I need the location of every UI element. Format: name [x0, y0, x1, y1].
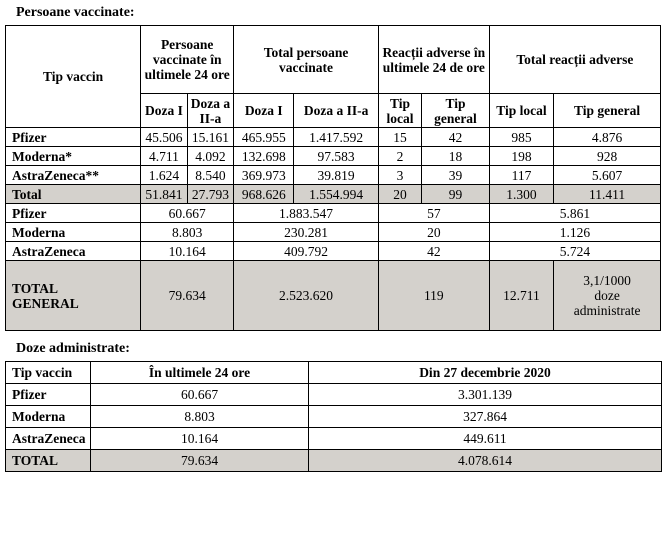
table-row	[6, 128, 661, 147]
cell-reaction-local-total: 985	[489, 128, 553, 147]
row-label-moderna-combined: Moderna	[6, 223, 141, 242]
cell-combined-last24: 8.803	[141, 223, 234, 242]
doses-row-label-astrazeneca: AstraZeneca	[6, 428, 91, 450]
table-row	[6, 384, 662, 406]
row-label-moderna: Moderna*	[6, 147, 141, 166]
cell-combined-reactions-total: 5.724	[489, 242, 660, 261]
row-label-astrazeneca: AstraZeneca**	[6, 166, 141, 185]
rate-line-2: doze	[594, 288, 620, 303]
cell-dose1-24h: 4.711	[141, 147, 187, 166]
cell-reaction-local-24h: 15	[378, 128, 421, 147]
cell-reaction-local-total: 1.300	[489, 185, 553, 204]
header-reaction-general-total: Tip general	[554, 94, 661, 128]
row-label-pfizer: Pfizer	[6, 128, 141, 147]
grand-total-label-line-2: GENERAL	[12, 295, 79, 311]
cell-dose1-total: 132.698	[234, 147, 294, 166]
cell-dose1-total: 968.626	[234, 185, 294, 204]
doses-row-label-pfizer: Pfizer	[6, 384, 91, 406]
cell-dose2-total: 39.819	[294, 166, 379, 185]
header-reaction-general-24h: Tip general	[422, 94, 490, 128]
cell-reaction-general-24h: 99	[422, 185, 490, 204]
cell-combined-total: 1.883.547	[234, 204, 379, 223]
header-dose-2-24h: Doza a II-a	[187, 94, 233, 128]
header-reaction-local-24h: Tip local	[378, 94, 421, 128]
cell-dose1-24h: 1.624	[141, 166, 187, 185]
cell-reaction-local-total: 117	[489, 166, 553, 185]
table-row	[6, 147, 661, 166]
doses-header-last-24h: În ultimele 24 ore	[91, 362, 309, 384]
cell-reaction-local-24h: 20	[378, 185, 421, 204]
doses-row-label-total: TOTAL	[6, 450, 91, 472]
cell-dose2-24h: 15.161	[187, 128, 233, 147]
cell-dose1-total: 465.955	[234, 128, 294, 147]
cell-combined-reactions-24h: 42	[378, 242, 489, 261]
row-label-grand-total	[6, 261, 141, 331]
doses-cell-since: 327.864	[309, 406, 662, 428]
doses-cell-last24: 8.803	[91, 406, 309, 428]
rate-line-1: 3,1/1000	[583, 273, 631, 288]
doses-section-caption: Doze administrate:	[16, 341, 130, 356]
cell-combined-reactions-24h: 20	[378, 223, 489, 242]
cell-dose2-total: 1.554.994	[294, 185, 379, 204]
grand-total-label-line-1: TOTAL	[12, 280, 59, 296]
row-label-total: Total	[6, 185, 141, 204]
cell-reaction-general-total: 5.607	[554, 166, 661, 185]
cell-reaction-general-total: 4.876	[554, 128, 661, 147]
vaccinated-section-caption: Persoane vaccinate:	[16, 5, 135, 20]
cell-reaction-local-total: 198	[489, 147, 553, 166]
header-vaccine-type: Tip vaccin	[6, 26, 141, 128]
cell-combined-last24: 10.164	[141, 242, 234, 261]
doses-header-since-date: Din 27 decembrie 2020	[309, 362, 662, 384]
header-group-total-vaccinated: Total persoane vaccinate	[234, 26, 379, 94]
header-group-total-reactions: Total reacții adverse	[489, 26, 660, 94]
cell-reaction-local-24h: 3	[378, 166, 421, 185]
table-row-combined	[6, 204, 661, 223]
cell-reaction-general-total: 928	[554, 147, 661, 166]
cell-dose2-24h: 4.092	[187, 147, 233, 166]
cell-reaction-general-24h: 39	[422, 166, 490, 185]
header-dose-2-total: Doza a II-a	[294, 94, 379, 128]
header-group-reactions-last-24h: Reacții adverse în ultimele 24 de ore	[378, 26, 489, 94]
administered-doses-table	[5, 361, 662, 472]
cell-grand-total-reactions-24h: 119	[378, 261, 489, 331]
cell-grand-total-reactions-local: 12.711	[489, 261, 553, 331]
cell-reaction-general-24h: 42	[422, 128, 490, 147]
row-label-astrazeneca-combined: AstraZeneca	[6, 242, 141, 261]
cell-reaction-general-total: 11.411	[554, 185, 661, 204]
cell-dose1-24h: 45.506	[141, 128, 187, 147]
header-group-vaccinated-last-24h: Persoane vaccinate în ultimele 24 ore	[141, 26, 234, 94]
table-row-combined	[6, 242, 661, 261]
vaccinated-persons-table	[5, 25, 661, 331]
doses-cell-last24: 60.667	[91, 384, 309, 406]
header-dose-1-24h: Doza I	[141, 94, 187, 128]
cell-dose1-24h: 51.841	[141, 185, 187, 204]
cell-dose2-total: 1.417.592	[294, 128, 379, 147]
table-row	[6, 428, 662, 450]
table-row-total	[6, 185, 661, 204]
table-row	[6, 406, 662, 428]
cell-grand-total-last24: 79.634	[141, 261, 234, 331]
rate-line-3: administrate	[573, 303, 641, 318]
cell-combined-reactions-24h: 57	[378, 204, 489, 223]
cell-dose2-total: 97.583	[294, 147, 379, 166]
cell-combined-total: 230.281	[234, 223, 379, 242]
doses-cell-last24: 10.164	[91, 428, 309, 450]
doses-row-total	[6, 450, 662, 472]
cell-combined-reactions-total: 5.861	[489, 204, 660, 223]
doses-cell-since: 449.611	[309, 428, 662, 450]
cell-dose2-24h: 27.793	[187, 185, 233, 204]
header-reaction-local-total: Tip local	[489, 94, 553, 128]
table-row	[6, 166, 661, 185]
cell-grand-total-total: 2.523.620	[234, 261, 379, 331]
doses-row-label-moderna: Moderna	[6, 406, 91, 428]
cell-dose2-24h: 8.540	[187, 166, 233, 185]
doses-header-row	[6, 362, 662, 384]
doses-cell-total-since: 4.078.614	[309, 450, 662, 472]
doses-header-vaccine-type: Tip vaccin	[6, 362, 91, 384]
cell-grand-total-rate	[554, 261, 661, 331]
cell-combined-last24: 60.667	[141, 204, 234, 223]
cell-reaction-general-24h: 18	[422, 147, 490, 166]
table-header-row-groups	[6, 26, 661, 94]
cell-dose1-total: 369.973	[234, 166, 294, 185]
header-dose-1-total: Doza I	[234, 94, 294, 128]
cell-combined-total: 409.792	[234, 242, 379, 261]
doses-cell-since: 3.301.139	[309, 384, 662, 406]
table-row-combined	[6, 223, 661, 242]
cell-reaction-local-24h: 2	[378, 147, 421, 166]
doses-cell-total-last24: 79.634	[91, 450, 309, 472]
table-row-grand-total	[6, 261, 661, 331]
row-label-pfizer-combined: Pfizer	[6, 204, 141, 223]
cell-combined-reactions-total: 1.126	[489, 223, 660, 242]
